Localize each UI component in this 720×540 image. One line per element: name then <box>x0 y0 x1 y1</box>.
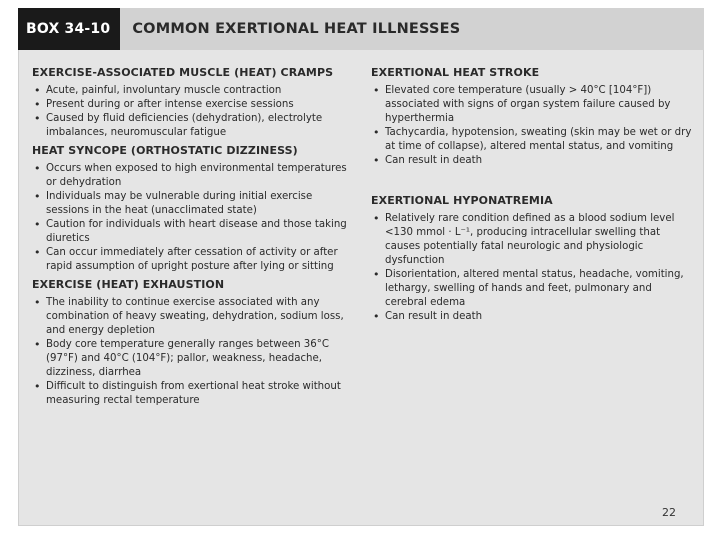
bullet-item: • Difficult to distinguish from exertional heat stroke without measuring rectal temperature <box>32 380 350 408</box>
bullet-list <box>32 162 350 274</box>
bullet-item: • Occurs when exposed to high environmental temperatures or dehydration <box>32 162 350 190</box>
bullet-item: • Acute, painful, involuntary muscle contraction <box>32 84 350 98</box>
left-column <box>32 66 350 412</box>
section-heading: EXERCISE (HEAT) EXHAUSTION <box>32 278 225 291</box>
section-heat-stroke <box>371 66 696 168</box>
bullet-item: • Tachycardia, hypotension, sweating (skin may be wet or dry at time of collapse), altered mental status, and vomiting <box>371 126 696 154</box>
bullet-item: • The inability to continue exercise associated with any combination of heavy sweating, dehydration, sodium loss, and energy depletion <box>32 296 350 338</box>
bullet-item: • Elevated core temperature (usually > 40°C [104°F]) associated with signs of organ system failure caused by hyperthermia <box>371 84 696 126</box>
bullet-list <box>371 84 696 168</box>
bullet-item: • Can result in death <box>371 154 696 168</box>
bullet-item: • Caution for individuals with heart disease and those taking diuretics <box>32 218 350 246</box>
section-heading: EXERTIONAL HYPONATREMIA <box>371 194 553 207</box>
bullet-item: • Caused by fluid deficiencies (dehydration), electrolyte imbalances, neuromuscular fatigue <box>32 112 350 140</box>
section-spacer <box>371 172 696 194</box>
bullet-list <box>32 296 350 408</box>
box-header <box>18 8 704 50</box>
page-number: 22 <box>662 506 676 519</box>
bullet-item: • Relatively rare condition defined as a blood sodium level <130 mmol · L⁻¹, producing intracellular swelling that causes potentially fatal neurologic and physiologic dysfunction <box>371 212 696 268</box>
section-heat-cramps <box>32 66 350 140</box>
section-hyponatremia <box>371 194 696 324</box>
section-heading: HEAT SYNCOPE (ORTHOSTATIC DIZZINESS) <box>32 144 298 157</box>
bullet-item: • Individuals may be vulnerable during initial exercise sessions in the heat (unacclimated state) <box>32 190 350 218</box>
bullet-list <box>371 212 696 324</box>
section-heading: EXERCISE-ASSOCIATED MUSCLE (HEAT) CRAMPS <box>32 66 334 79</box>
section-heading: EXERTIONAL HEAT STROKE <box>371 66 540 79</box>
bullet-item: • Body core temperature generally ranges between 36°C (97°F) and 40°C (104°F); pallor, weakness, headache, dizziness, diarrhea <box>32 338 350 380</box>
box-title: COMMON EXERTIONAL HEAT ILLNESSES <box>132 21 461 37</box>
section-heat-exhaustion <box>32 278 350 408</box>
right-column <box>371 66 696 328</box>
scanned-box <box>18 8 704 526</box>
bullet-item: • Can result in death <box>371 310 696 324</box>
bullet-item: • Disorientation, altered mental status, headache, vomiting, lethargy, swelling of hands and feet, pulmonary and cerebral edema <box>371 268 696 310</box>
box-label: BOX 34-10 <box>18 8 120 50</box>
bullet-item: • Present during or after intense exercise sessions <box>32 98 350 112</box>
bullet-item: • Can occur immediately after cessation of activity or after rapid assumption of upright posture after lying or sitting <box>32 246 350 274</box>
bullet-list <box>32 84 350 140</box>
section-heat-syncope <box>32 144 350 274</box>
